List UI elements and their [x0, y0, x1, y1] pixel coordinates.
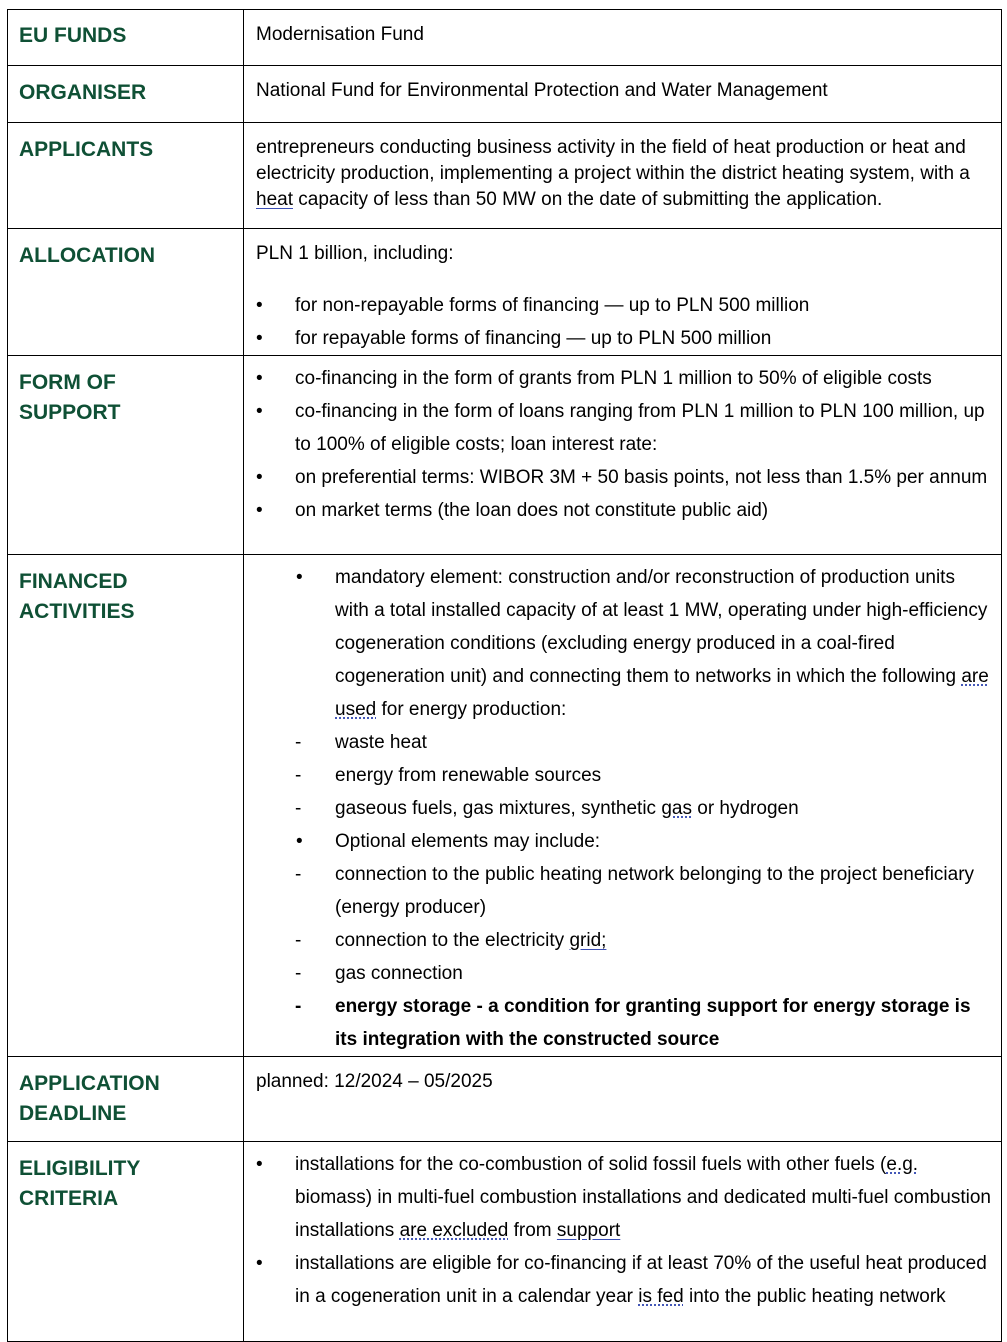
list-item	[256, 561, 991, 726]
row-financed-activities	[8, 555, 1002, 1057]
value-cell	[244, 229, 1002, 356]
support-list	[256, 362, 991, 527]
label-cell	[8, 1142, 244, 1342]
label-cell	[8, 229, 244, 356]
row-eu-funds	[8, 10, 1002, 66]
spellcheck-are-used: are used	[335, 666, 989, 720]
row-label: ALLOCATION	[19, 244, 156, 267]
row-label: FORM OF	[19, 371, 116, 394]
row-organiser	[8, 66, 1002, 123]
label-cell	[8, 10, 244, 66]
text: or hydrogen	[691, 798, 799, 819]
spellcheck-is-fed: is fed	[638, 1286, 684, 1307]
row-allocation	[8, 229, 1002, 356]
list-item: • co-financing in the form of loans ranging from PLN 1 million to PLN 100 million, up to 100% of eligible costs; loan interest rate:	[256, 395, 991, 461]
text: biomass) in multi-fuel combustion installations and dedicated multi-fuel combustion installations	[295, 1187, 991, 1241]
row-label: ORGANISER	[19, 81, 147, 104]
list-item: • co-financing in the form of grants from PLN 1 million to 50% of eligible costs	[256, 362, 991, 395]
list-item: - energy from renewable sources	[256, 759, 991, 792]
row-label: APPLICATION	[19, 1072, 160, 1095]
row-label: CRITERIA	[19, 1186, 119, 1210]
row-eligibility-criteria	[8, 1142, 1002, 1342]
row-label: APPLICANTS	[19, 138, 154, 161]
label-cell	[8, 123, 244, 229]
list-item: • for non-repayable forms of financing — up to PLN 500 million	[256, 289, 991, 322]
list-item	[256, 1148, 991, 1247]
row-label: DEADLINE	[19, 1101, 127, 1125]
value-cell	[244, 10, 1002, 66]
row-application-deadline	[8, 1057, 1002, 1142]
text: mandatory element: construction and/or reconstruction of production units with a total installed capacity of at least 1 MW, operating under high-efficiency cogeneration conditions (excluding energy produced in a coal-fired cogeneration unit) and connecting them to networks in which the following	[335, 567, 988, 687]
spellcheck-grid: grid;	[569, 930, 607, 951]
text: installations are eligible for co-financing if at least 70% of the useful heat produced in a cogeneration unit in a calendar year	[295, 1253, 987, 1307]
value-cell	[244, 356, 1002, 555]
list-item: - connection to the public heating network belonging to the project beneficiary (energy producer)	[256, 858, 991, 924]
text: into the public heating network	[683, 1286, 946, 1307]
label-cell	[8, 1057, 244, 1142]
list-item	[256, 1247, 991, 1313]
row-label: ELIGIBILITY	[19, 1157, 141, 1180]
allocation-list	[256, 289, 991, 355]
value-cell	[244, 1142, 1002, 1342]
text: entrepreneurs conducting business activity in the field of heat production or heat and electricity production, implementing a project within the district heating system, with a	[256, 137, 970, 184]
spellcheck-eg: e.g.	[886, 1154, 919, 1175]
activities-list	[256, 561, 991, 1056]
value-cell	[244, 123, 1002, 229]
list-item: • on market terms (the loan does not constitute public aid)	[256, 494, 991, 527]
organiser-value: National Fund for Environmental Protection and Water Management	[256, 80, 828, 101]
fund-info-table	[7, 9, 1002, 1342]
spellcheck-heat: heat	[256, 189, 293, 210]
row-label: EU FUNDS	[19, 24, 127, 47]
row-label: FINANCED	[19, 570, 128, 593]
eligibility-list	[256, 1148, 991, 1313]
list-item: - waste heat	[256, 726, 991, 759]
row-label: SUPPORT	[19, 400, 121, 424]
list-item	[256, 924, 991, 957]
value-cell	[244, 66, 1002, 123]
allocation-intro: PLN 1 billion, including:	[256, 243, 454, 264]
list-item: - gas connection	[256, 957, 991, 990]
text: installations for the co-combustion of solid fossil fuels with other fuels (	[295, 1154, 887, 1175]
spellcheck-are-excluded: are excluded	[399, 1220, 509, 1241]
list-item: • on preferential terms: WIBOR 3M + 50 basis points, not less than 1.5% per annum	[256, 461, 991, 494]
list-item: • Optional elements may include:	[256, 825, 991, 858]
spellcheck-support: support	[556, 1220, 621, 1241]
text: gaseous fuels, gas mixtures, synthetic	[335, 798, 662, 819]
label-cell	[8, 66, 244, 123]
text: for energy production:	[376, 699, 567, 720]
eu-funds-value: Modernisation Fund	[256, 24, 424, 45]
list-item: - energy storage - a condition for granting support for energy storage is its integration with the constructed source	[256, 990, 991, 1056]
deadline-value: planned: 12/2024 – 05/2025	[256, 1071, 493, 1092]
label-cell	[8, 356, 244, 555]
text: connection to the electricity	[335, 930, 570, 951]
applicants-value	[256, 135, 991, 213]
value-cell	[244, 1057, 1002, 1142]
spellcheck-gas: gas	[661, 798, 692, 819]
row-label: ACTIVITIES	[19, 599, 135, 623]
list-item	[256, 792, 991, 825]
row-applicants	[8, 123, 1002, 229]
text: from	[508, 1220, 557, 1241]
list-item: • for repayable forms of financing — up to PLN 500 million	[256, 322, 991, 355]
row-form-of-support	[8, 356, 1002, 555]
text: capacity of less than 50 MW on the date of submitting the application.	[292, 189, 883, 210]
label-cell	[8, 555, 244, 1057]
value-cell	[244, 555, 1002, 1057]
